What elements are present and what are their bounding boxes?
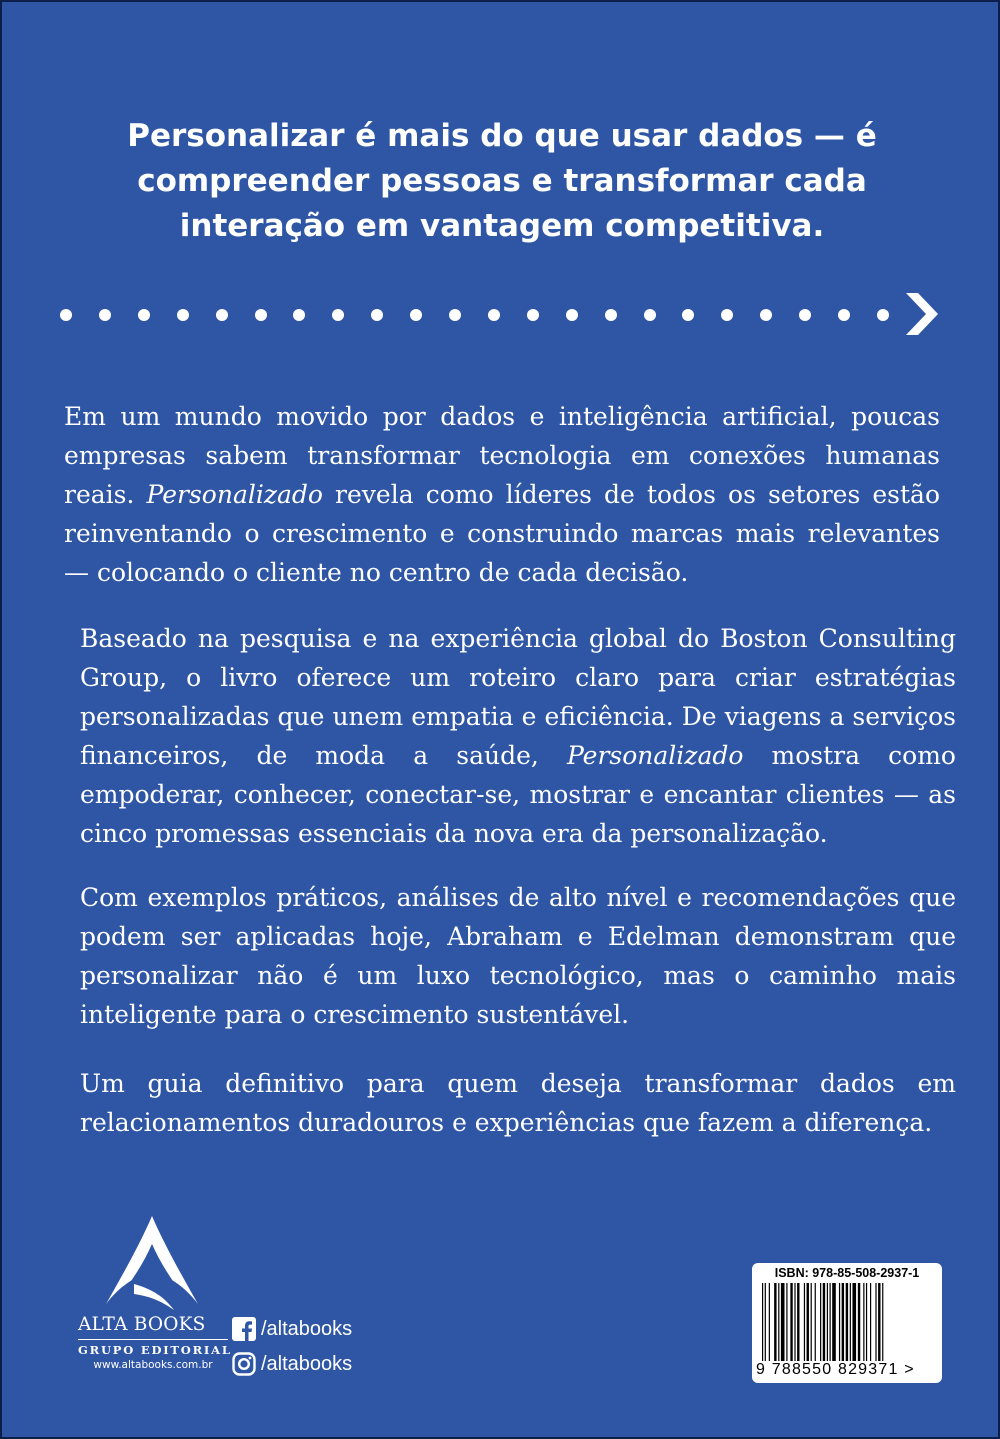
paragraph-1-text-end: revela como líderes de todos os setores estão reinventando o crescimento e construindo marcas mais relevantes — colocando o cliente no centro de cada decisão. [64, 480, 940, 587]
divider-dot [410, 309, 422, 321]
barcode-bar [832, 1283, 836, 1361]
barcode-bar [762, 1283, 763, 1361]
barcode-bar [823, 1283, 825, 1361]
barcode-bar [811, 1283, 812, 1361]
barcode-bar [790, 1283, 792, 1361]
divider-dot [760, 309, 772, 321]
divider-dot [60, 309, 72, 321]
divider-dot [682, 309, 694, 321]
publisher-group: GRUPO EDITORIAL [78, 1343, 232, 1357]
barcode-bar [769, 1283, 770, 1361]
divider-dot [255, 309, 267, 321]
instagram-icon [232, 1352, 256, 1376]
divider-dot [566, 309, 578, 321]
book-title-italic: Personalizado [566, 741, 744, 770]
barcode-bar [863, 1283, 864, 1361]
instagram-link[interactable] [232, 1351, 392, 1377]
divider-dots [60, 309, 890, 319]
publisher-name: ALTA BOOKS [78, 1314, 228, 1340]
barcode-bar [765, 1283, 766, 1361]
barcode-bar [852, 1283, 856, 1361]
barcode-digits: 9 788550 829371 > [756, 1361, 915, 1378]
barcode-bar [794, 1283, 795, 1361]
divider-dot [488, 309, 500, 321]
isbn-label: ISBN: 978-85-508-2937-1 [774, 1266, 920, 1280]
barcode-bar [866, 1283, 867, 1361]
divider-dot [838, 309, 850, 321]
barcode [760, 1283, 932, 1361]
publisher-url[interactable]: www.altabooks.com.br [93, 1359, 213, 1371]
barcode-bar [781, 1283, 785, 1361]
divider-dot [138, 309, 150, 321]
instagram-handle: /altabooks [261, 1353, 353, 1375]
barcode-bar [827, 1283, 828, 1361]
paragraph-1-text-start: Em um mundo movido por dados e inteligência artificial, poucas empresas sabem transformar tecnologia em conexões humanas reais. [64, 402, 940, 509]
facebook-handle: /altabooks [261, 1318, 353, 1340]
barcode-bar [850, 1283, 851, 1361]
book-title-italic: Personalizado [146, 480, 323, 509]
barcode-bar [807, 1283, 809, 1361]
tagline: Personalizar é mais do que usar dados — é compreender pessoas e transformar cada interação em vantagem competitiva. [127, 118, 877, 244]
divider-dot [371, 309, 383, 321]
divider-dot [877, 309, 889, 321]
paragraph-4: Um guia definitivo para quem deseja transformar dados em relacionamentos duradouros e experiências que fazem a diferença. [80, 1069, 956, 1137]
paragraph-2 [64, 619, 956, 853]
barcode-bar [797, 1283, 799, 1361]
barcode-bar [820, 1283, 821, 1361]
divider-dot [721, 309, 733, 321]
paragraph-1 [64, 397, 940, 592]
paragraph-2-text-end: mostra como empoderar, conhecer, conectar-se, mostrar e encantar clientes — as cinco promessas essenciais da nova era da personalização. [80, 741, 956, 848]
barcode-bar [839, 1283, 840, 1361]
barcode-bar [815, 1283, 816, 1361]
barcode-bar [778, 1283, 779, 1361]
barcode-bar [830, 1283, 831, 1361]
barcode-bar [870, 1283, 871, 1361]
barcode-bar [786, 1283, 787, 1361]
paragraph-2-text-start: Baseado na pesquisa e na experiência global do Boston Consulting Group, o livro oferece um roteiro claro para criar estratégias personalizadas que unem empatia e eficiência. De viagens a serviços financeiros, de moda a saúde, [80, 624, 956, 770]
barcode-bar [846, 1283, 848, 1361]
chevron-right-icon [902, 289, 942, 339]
divider-dot [99, 309, 111, 321]
barcode-bar [804, 1283, 805, 1361]
dotted-divider [60, 289, 940, 337]
divider-dot [216, 309, 228, 321]
barcode-bar [875, 1283, 876, 1361]
barcode-bar [878, 1283, 880, 1361]
divider-dot [293, 309, 305, 321]
isbn-barcode-box [752, 1263, 942, 1383]
divider-dot [605, 309, 617, 321]
facebook-link[interactable] [232, 1316, 392, 1342]
divider-dot [332, 309, 344, 321]
paragraph-3: Com exemplos práticos, análises de alto nível e recomendações que podem ser aplicadas hoje, Abraham e Edelman demonstram que personalizar não é um luxo tecnológico, mas o caminho mais inteligente para o crescimento sustentável. [80, 883, 956, 1029]
divider-dot [644, 309, 656, 321]
divider-dot [527, 309, 539, 321]
divider-dot [177, 309, 189, 321]
divider-dot [799, 309, 811, 321]
divider-dot [449, 309, 461, 321]
barcode-bar [774, 1283, 776, 1361]
barcode-bar [842, 1283, 844, 1361]
alta-books-logo-icon [104, 1214, 200, 1312]
facebook-icon [232, 1317, 256, 1341]
barcode-bar [858, 1283, 860, 1361]
barcode-bar [882, 1283, 883, 1361]
